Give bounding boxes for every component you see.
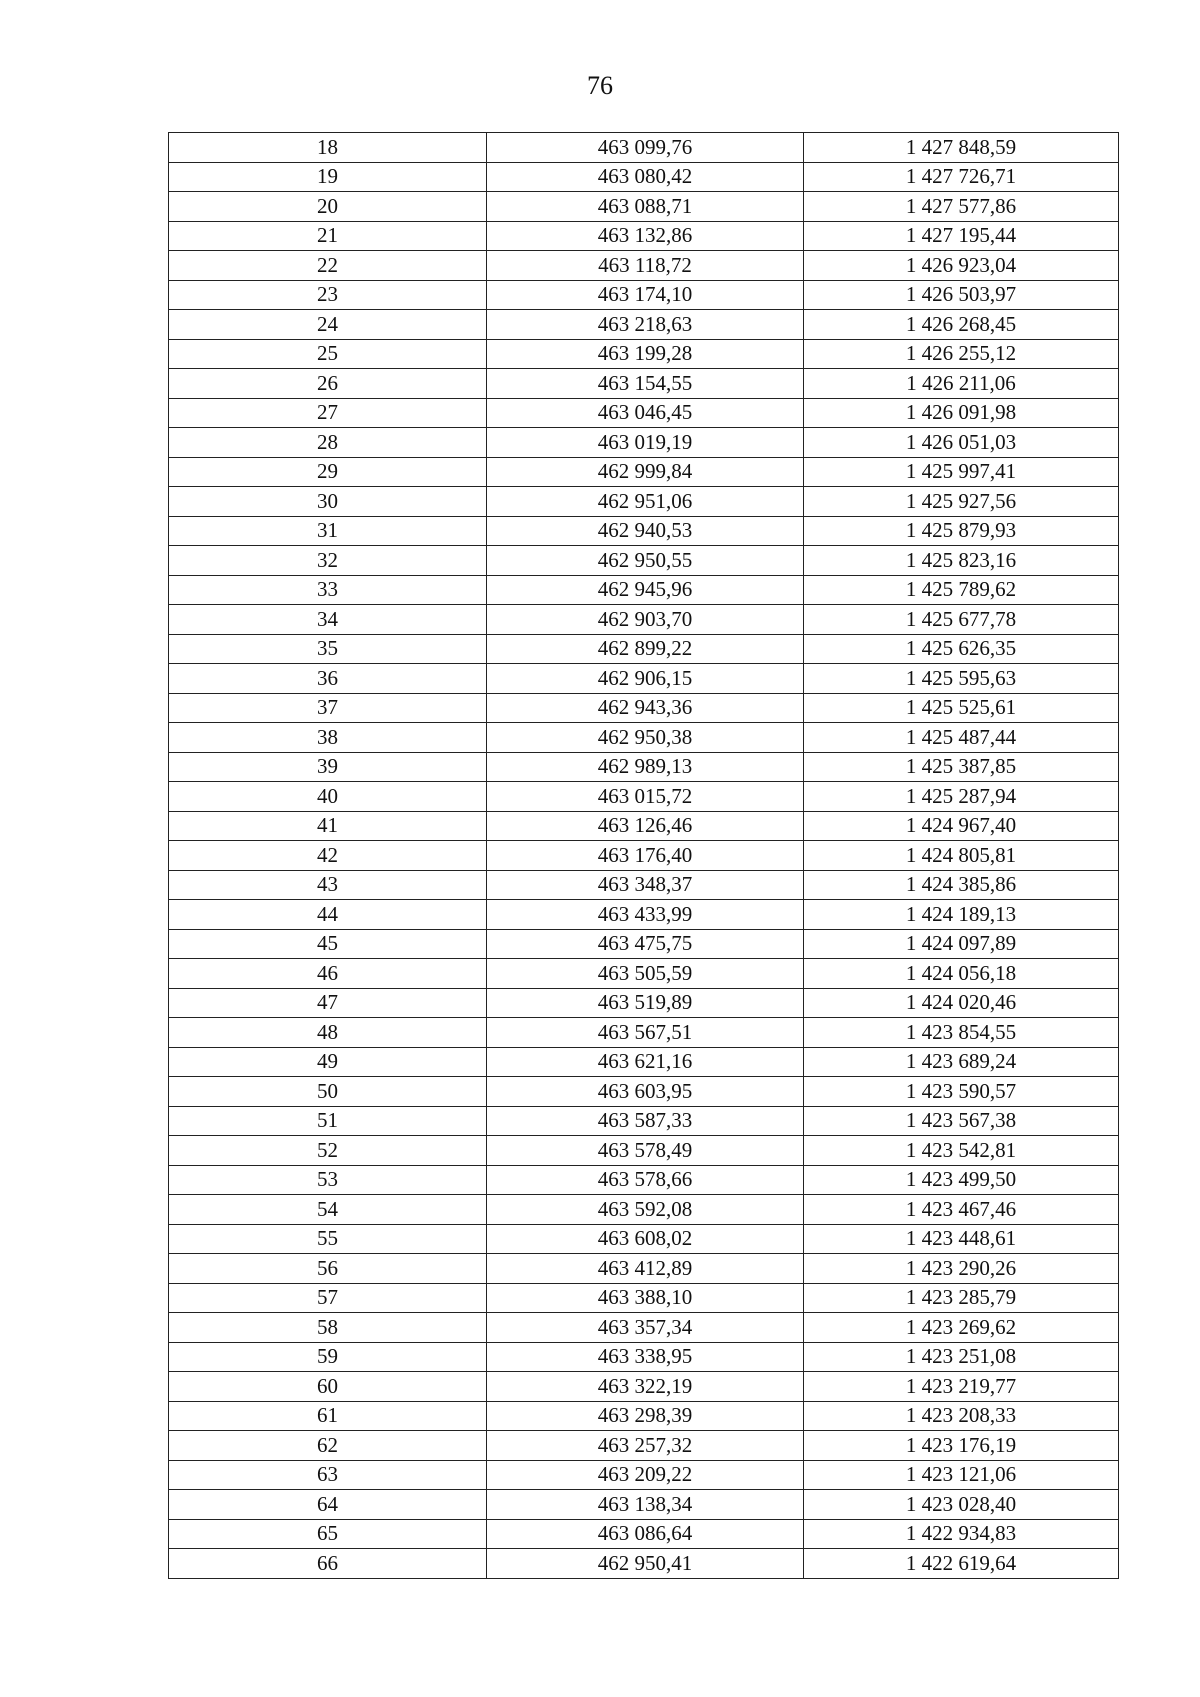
table-row xyxy=(169,1372,1119,1402)
table-row xyxy=(169,1106,1119,1136)
y-coordinate-cell: 1 423 251,08 xyxy=(804,1342,1119,1372)
table-row xyxy=(169,575,1119,605)
point-number-cell: 43 xyxy=(169,870,487,900)
y-coordinate-cell: 1 423 448,61 xyxy=(804,1224,1119,1254)
point-number-cell: 48 xyxy=(169,1018,487,1048)
y-coordinate-cell: 1 423 269,62 xyxy=(804,1313,1119,1343)
y-coordinate-cell: 1 422 934,83 xyxy=(804,1519,1119,1549)
x-coordinate-cell: 463 174,10 xyxy=(487,280,804,310)
x-coordinate-cell: 463 138,34 xyxy=(487,1490,804,1520)
table-row xyxy=(169,1224,1119,1254)
y-coordinate-cell: 1 427 848,59 xyxy=(804,133,1119,163)
point-number-cell: 56 xyxy=(169,1254,487,1284)
x-coordinate-cell: 463 603,95 xyxy=(487,1077,804,1107)
y-coordinate-cell: 1 424 056,18 xyxy=(804,959,1119,989)
point-number-cell: 57 xyxy=(169,1283,487,1313)
x-coordinate-cell: 463 412,89 xyxy=(487,1254,804,1284)
point-number-cell: 36 xyxy=(169,664,487,694)
table-row xyxy=(169,1047,1119,1077)
point-number-cell: 42 xyxy=(169,841,487,871)
y-coordinate-cell: 1 425 287,94 xyxy=(804,782,1119,812)
table-row xyxy=(169,1136,1119,1166)
point-number-cell: 26 xyxy=(169,369,487,399)
table-row xyxy=(169,693,1119,723)
point-number-cell: 38 xyxy=(169,723,487,753)
x-coordinate-cell: 463 218,63 xyxy=(487,310,804,340)
point-number-cell: 53 xyxy=(169,1165,487,1195)
x-coordinate-cell: 463 608,02 xyxy=(487,1224,804,1254)
y-coordinate-cell: 1 426 268,45 xyxy=(804,310,1119,340)
table-row xyxy=(169,929,1119,959)
point-number-cell: 47 xyxy=(169,988,487,1018)
point-number-cell: 51 xyxy=(169,1106,487,1136)
point-number-cell: 33 xyxy=(169,575,487,605)
x-coordinate-cell: 463 567,51 xyxy=(487,1018,804,1048)
table-row xyxy=(169,133,1119,163)
table-row xyxy=(169,546,1119,576)
x-coordinate-cell: 463 621,16 xyxy=(487,1047,804,1077)
x-coordinate-cell: 463 475,75 xyxy=(487,929,804,959)
x-coordinate-cell: 463 176,40 xyxy=(487,841,804,871)
y-coordinate-cell: 1 422 619,64 xyxy=(804,1549,1119,1579)
point-number-cell: 60 xyxy=(169,1372,487,1402)
table-row xyxy=(169,1401,1119,1431)
x-coordinate-cell: 463 357,34 xyxy=(487,1313,804,1343)
table-row xyxy=(169,369,1119,399)
table-row xyxy=(169,398,1119,428)
y-coordinate-cell: 1 423 208,33 xyxy=(804,1401,1119,1431)
x-coordinate-cell: 463 505,59 xyxy=(487,959,804,989)
table-row xyxy=(169,988,1119,1018)
x-coordinate-cell: 463 322,19 xyxy=(487,1372,804,1402)
table-row xyxy=(169,1254,1119,1284)
point-number-cell: 19 xyxy=(169,162,487,192)
x-coordinate-cell: 463 209,22 xyxy=(487,1460,804,1490)
x-coordinate-cell: 463 298,39 xyxy=(487,1401,804,1431)
table-row xyxy=(169,457,1119,487)
table-row xyxy=(169,1431,1119,1461)
y-coordinate-cell: 1 426 923,04 xyxy=(804,251,1119,281)
x-coordinate-cell: 462 951,06 xyxy=(487,487,804,517)
point-number-cell: 18 xyxy=(169,133,487,163)
table-row xyxy=(169,1549,1119,1579)
table-row xyxy=(169,1077,1119,1107)
y-coordinate-cell: 1 424 020,46 xyxy=(804,988,1119,1018)
x-coordinate-cell: 462 906,15 xyxy=(487,664,804,694)
point-number-cell: 55 xyxy=(169,1224,487,1254)
x-coordinate-cell: 462 945,96 xyxy=(487,575,804,605)
x-coordinate-cell: 462 950,55 xyxy=(487,546,804,576)
y-coordinate-cell: 1 423 854,55 xyxy=(804,1018,1119,1048)
table-row xyxy=(169,428,1119,458)
y-coordinate-cell: 1 425 677,78 xyxy=(804,605,1119,635)
point-number-cell: 49 xyxy=(169,1047,487,1077)
x-coordinate-cell: 462 950,38 xyxy=(487,723,804,753)
table-row xyxy=(169,605,1119,635)
x-coordinate-cell: 463 257,32 xyxy=(487,1431,804,1461)
y-coordinate-cell: 1 425 997,41 xyxy=(804,457,1119,487)
table-row xyxy=(169,811,1119,841)
y-coordinate-cell: 1 423 542,81 xyxy=(804,1136,1119,1166)
x-coordinate-cell: 462 989,13 xyxy=(487,752,804,782)
y-coordinate-cell: 1 425 487,44 xyxy=(804,723,1119,753)
y-coordinate-cell: 1 425 927,56 xyxy=(804,487,1119,517)
x-coordinate-cell: 463 015,72 xyxy=(487,782,804,812)
x-coordinate-cell: 463 132,86 xyxy=(487,221,804,251)
y-coordinate-cell: 1 424 385,86 xyxy=(804,870,1119,900)
x-coordinate-cell: 463 587,33 xyxy=(487,1106,804,1136)
point-number-cell: 41 xyxy=(169,811,487,841)
y-coordinate-cell: 1 426 503,97 xyxy=(804,280,1119,310)
y-coordinate-cell: 1 423 567,38 xyxy=(804,1106,1119,1136)
table-row xyxy=(169,280,1119,310)
y-coordinate-cell: 1 427 577,86 xyxy=(804,192,1119,222)
coordinates-table-body xyxy=(169,133,1119,1579)
y-coordinate-cell: 1 424 967,40 xyxy=(804,811,1119,841)
y-coordinate-cell: 1 423 467,46 xyxy=(804,1195,1119,1225)
y-coordinate-cell: 1 425 879,93 xyxy=(804,516,1119,546)
x-coordinate-cell: 463 388,10 xyxy=(487,1283,804,1313)
table-row xyxy=(169,959,1119,989)
point-number-cell: 35 xyxy=(169,634,487,664)
point-number-cell: 30 xyxy=(169,487,487,517)
table-row xyxy=(169,1519,1119,1549)
x-coordinate-cell: 462 903,70 xyxy=(487,605,804,635)
table-row xyxy=(169,162,1119,192)
x-coordinate-cell: 463 080,42 xyxy=(487,162,804,192)
point-number-cell: 66 xyxy=(169,1549,487,1579)
x-coordinate-cell: 463 126,46 xyxy=(487,811,804,841)
table-row xyxy=(169,1165,1119,1195)
point-number-cell: 45 xyxy=(169,929,487,959)
y-coordinate-cell: 1 425 823,16 xyxy=(804,546,1119,576)
x-coordinate-cell: 463 099,76 xyxy=(487,133,804,163)
table-row xyxy=(169,1018,1119,1048)
point-number-cell: 21 xyxy=(169,221,487,251)
y-coordinate-cell: 1 423 590,57 xyxy=(804,1077,1119,1107)
table-row xyxy=(169,1490,1119,1520)
point-number-cell: 32 xyxy=(169,546,487,576)
y-coordinate-cell: 1 425 789,62 xyxy=(804,575,1119,605)
point-number-cell: 37 xyxy=(169,693,487,723)
x-coordinate-cell: 463 348,37 xyxy=(487,870,804,900)
x-coordinate-cell: 463 088,71 xyxy=(487,192,804,222)
point-number-cell: 52 xyxy=(169,1136,487,1166)
y-coordinate-cell: 1 423 176,19 xyxy=(804,1431,1119,1461)
point-number-cell: 25 xyxy=(169,339,487,369)
y-coordinate-cell: 1 426 051,03 xyxy=(804,428,1119,458)
x-coordinate-cell: 463 118,72 xyxy=(487,251,804,281)
table-row xyxy=(169,723,1119,753)
point-number-cell: 54 xyxy=(169,1195,487,1225)
y-coordinate-cell: 1 425 626,35 xyxy=(804,634,1119,664)
x-coordinate-cell: 463 154,55 xyxy=(487,369,804,399)
point-number-cell: 44 xyxy=(169,900,487,930)
point-number-cell: 65 xyxy=(169,1519,487,1549)
table-row xyxy=(169,841,1119,871)
point-number-cell: 20 xyxy=(169,192,487,222)
point-number-cell: 59 xyxy=(169,1342,487,1372)
y-coordinate-cell: 1 423 499,50 xyxy=(804,1165,1119,1195)
point-number-cell: 58 xyxy=(169,1313,487,1343)
y-coordinate-cell: 1 425 387,85 xyxy=(804,752,1119,782)
table-row xyxy=(169,516,1119,546)
x-coordinate-cell: 462 999,84 xyxy=(487,457,804,487)
point-number-cell: 27 xyxy=(169,398,487,428)
x-coordinate-cell: 463 578,49 xyxy=(487,1136,804,1166)
point-number-cell: 50 xyxy=(169,1077,487,1107)
y-coordinate-cell: 1 423 121,06 xyxy=(804,1460,1119,1490)
point-number-cell: 29 xyxy=(169,457,487,487)
table-row xyxy=(169,664,1119,694)
y-coordinate-cell: 1 426 211,06 xyxy=(804,369,1119,399)
x-coordinate-cell: 463 046,45 xyxy=(487,398,804,428)
x-coordinate-cell: 463 086,64 xyxy=(487,1519,804,1549)
y-coordinate-cell: 1 423 689,24 xyxy=(804,1047,1119,1077)
point-number-cell: 34 xyxy=(169,605,487,635)
y-coordinate-cell: 1 424 805,81 xyxy=(804,841,1119,871)
table-row xyxy=(169,1342,1119,1372)
x-coordinate-cell: 463 433,99 xyxy=(487,900,804,930)
x-coordinate-cell: 463 519,89 xyxy=(487,988,804,1018)
x-coordinate-cell: 462 950,41 xyxy=(487,1549,804,1579)
y-coordinate-cell: 1 424 097,89 xyxy=(804,929,1119,959)
table-row xyxy=(169,192,1119,222)
table-row xyxy=(169,870,1119,900)
point-number-cell: 61 xyxy=(169,1401,487,1431)
y-coordinate-cell: 1 423 028,40 xyxy=(804,1490,1119,1520)
coordinates-table xyxy=(168,132,1119,1579)
point-number-cell: 39 xyxy=(169,752,487,782)
y-coordinate-cell: 1 427 726,71 xyxy=(804,162,1119,192)
point-number-cell: 40 xyxy=(169,782,487,812)
table-row xyxy=(169,1460,1119,1490)
y-coordinate-cell: 1 423 290,26 xyxy=(804,1254,1119,1284)
x-coordinate-cell: 463 338,95 xyxy=(487,1342,804,1372)
table-row xyxy=(169,752,1119,782)
y-coordinate-cell: 1 426 255,12 xyxy=(804,339,1119,369)
y-coordinate-cell: 1 425 525,61 xyxy=(804,693,1119,723)
point-number-cell: 22 xyxy=(169,251,487,281)
x-coordinate-cell: 463 199,28 xyxy=(487,339,804,369)
point-number-cell: 31 xyxy=(169,516,487,546)
point-number-cell: 28 xyxy=(169,428,487,458)
x-coordinate-cell: 463 578,66 xyxy=(487,1165,804,1195)
point-number-cell: 24 xyxy=(169,310,487,340)
point-number-cell: 64 xyxy=(169,1490,487,1520)
table-row xyxy=(169,1313,1119,1343)
table-row xyxy=(169,487,1119,517)
x-coordinate-cell: 463 592,08 xyxy=(487,1195,804,1225)
page-number: 76 xyxy=(587,71,613,100)
y-coordinate-cell: 1 427 195,44 xyxy=(804,221,1119,251)
table-row xyxy=(169,900,1119,930)
y-coordinate-cell: 1 424 189,13 xyxy=(804,900,1119,930)
x-coordinate-cell: 463 019,19 xyxy=(487,428,804,458)
y-coordinate-cell: 1 423 285,79 xyxy=(804,1283,1119,1313)
point-number-cell: 62 xyxy=(169,1431,487,1461)
table-row xyxy=(169,310,1119,340)
y-coordinate-cell: 1 426 091,98 xyxy=(804,398,1119,428)
y-coordinate-cell: 1 425 595,63 xyxy=(804,664,1119,694)
table-row xyxy=(169,1195,1119,1225)
point-number-cell: 23 xyxy=(169,280,487,310)
table-row xyxy=(169,251,1119,281)
x-coordinate-cell: 462 899,22 xyxy=(487,634,804,664)
table-row xyxy=(169,782,1119,812)
point-number-cell: 63 xyxy=(169,1460,487,1490)
point-number-cell: 46 xyxy=(169,959,487,989)
table-row xyxy=(169,1283,1119,1313)
y-coordinate-cell: 1 423 219,77 xyxy=(804,1372,1119,1402)
table-row xyxy=(169,339,1119,369)
x-coordinate-cell: 462 940,53 xyxy=(487,516,804,546)
x-coordinate-cell: 462 943,36 xyxy=(487,693,804,723)
table-row xyxy=(169,634,1119,664)
table-row xyxy=(169,221,1119,251)
